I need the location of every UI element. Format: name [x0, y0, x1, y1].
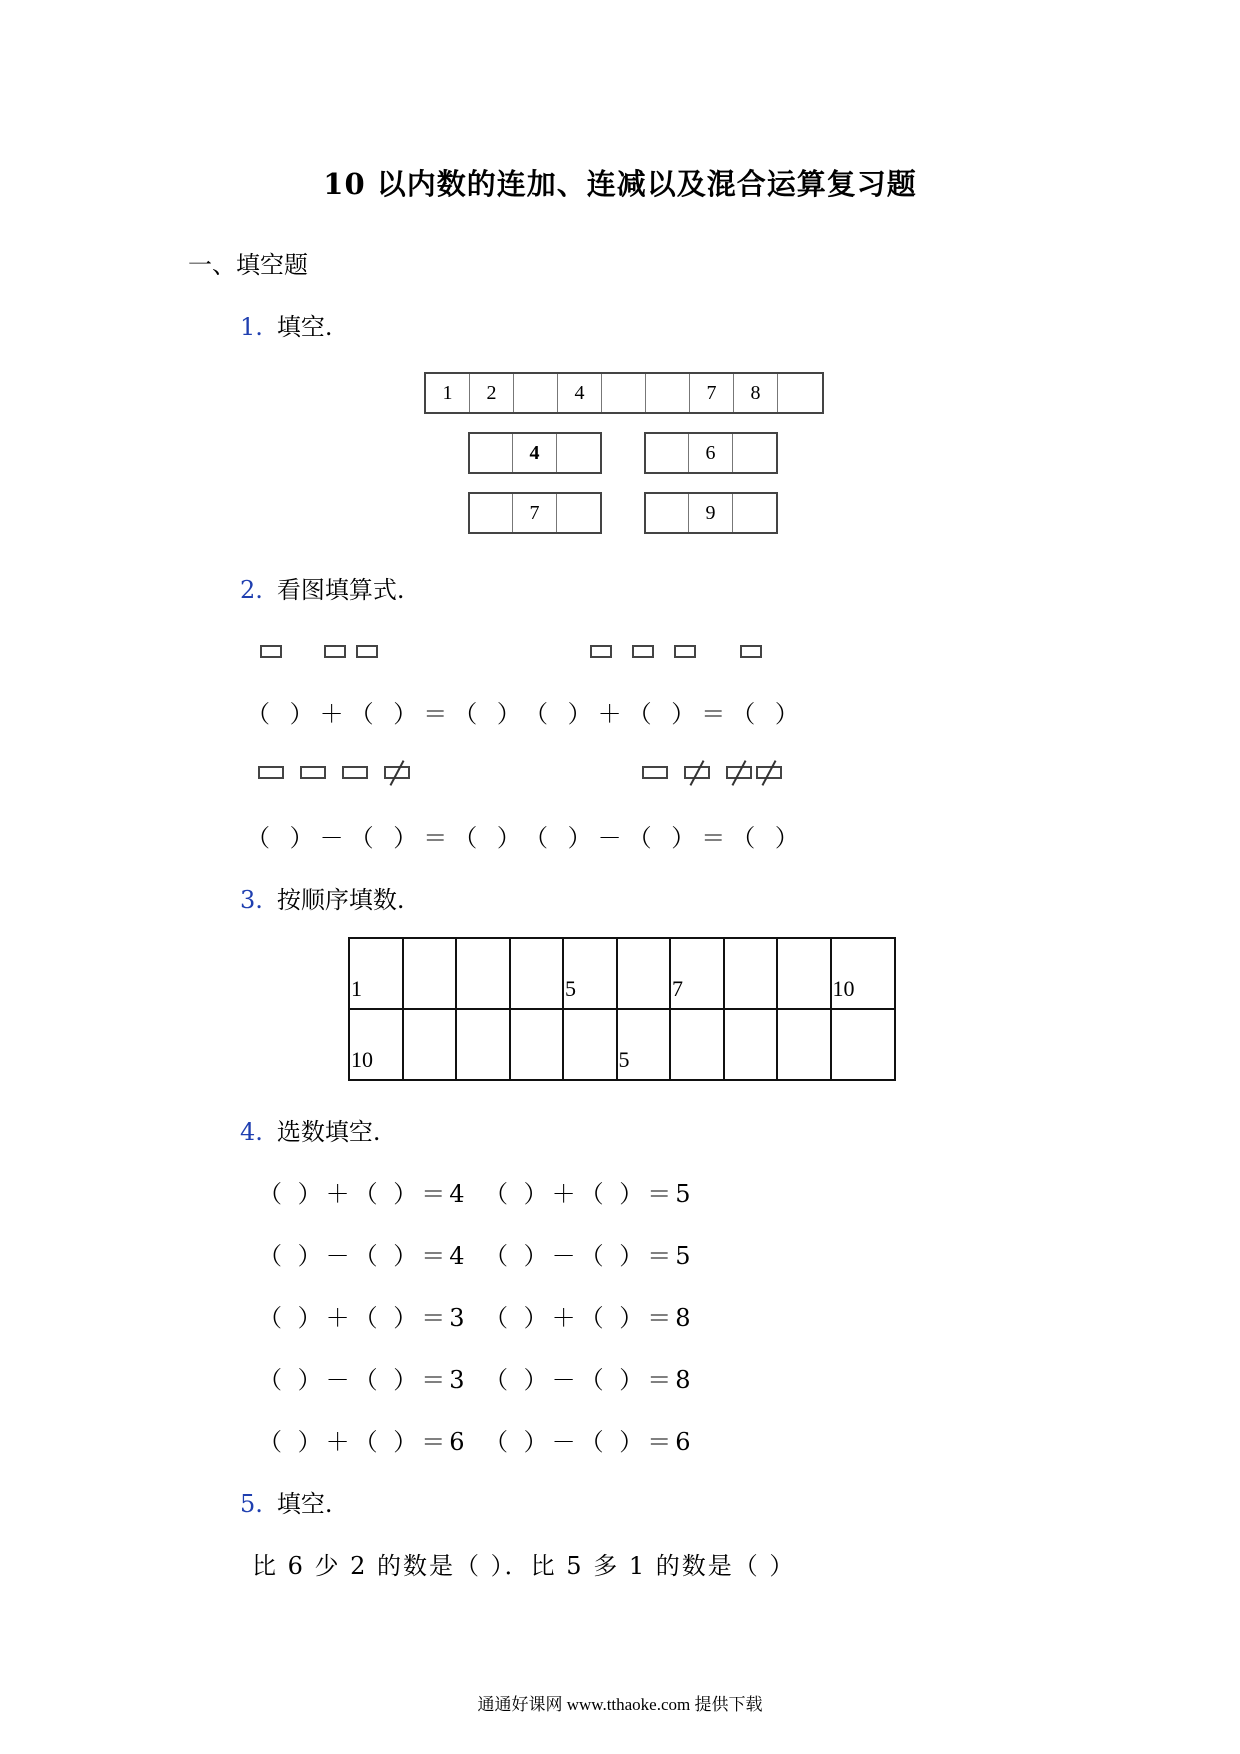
neighbor-box-9	[644, 492, 778, 534]
fill-equation[interactable]: （ ）－（ ）＝3	[258, 1366, 469, 1394]
sequence-cell[interactable]	[670, 1009, 724, 1080]
neighbor-box-7	[468, 492, 602, 534]
neighbor-box-6	[644, 432, 778, 474]
sequence-cell[interactable]	[563, 1009, 617, 1080]
sequence-cell[interactable]	[456, 1009, 510, 1080]
number-strip	[424, 372, 824, 414]
question-text: 按顺序填数.	[276, 886, 405, 914]
question-number: 2.	[240, 576, 263, 604]
fill-equation[interactable]: （ ）＋（ ）＝3	[258, 1304, 469, 1332]
equation-sub-right[interactable]: （ ）－（ ）＝（ ）	[524, 824, 805, 852]
block-icon	[590, 645, 612, 658]
fill-equation[interactable]: （ ）＋（ ）＝6	[258, 1428, 469, 1456]
question-text: 填空.	[276, 1490, 333, 1518]
section-heading: 一、填空题	[188, 251, 308, 279]
fill-equation[interactable]: （ ）－（ ）＝5	[484, 1242, 695, 1270]
neighbor-cell: 9	[689, 494, 732, 532]
sequence-cell[interactable]	[724, 1009, 778, 1080]
page-footer: 通通好课网 www.tthaoke.com 提供下载	[477, 1695, 763, 1714]
fill-equation[interactable]: （ ）＋（ ）＝8	[484, 1304, 695, 1332]
neighbor-cell[interactable]	[646, 434, 689, 472]
strip-cell[interactable]: 4	[558, 374, 602, 412]
fill-equation[interactable]: （ ）＋（ ）＝4	[258, 1180, 469, 1208]
neighbor-box-4	[468, 432, 602, 474]
question-number: 1.	[240, 313, 263, 341]
block-icon	[740, 645, 762, 658]
strip-cell[interactable]: 1	[426, 374, 470, 412]
question-number: 3.	[240, 886, 263, 914]
question-text: 选数填空.	[276, 1118, 381, 1146]
table-row	[349, 1009, 895, 1080]
equation-sub-left[interactable]: （ ）－（ ）＝（ ）	[246, 824, 527, 852]
equation-add-left[interactable]: （ ）＋（ ）＝（ ）	[246, 700, 527, 728]
sequence-table	[348, 937, 896, 1081]
strip-cell[interactable]: 2	[470, 374, 514, 412]
strip-cell[interactable]	[646, 374, 690, 412]
strip-cell[interactable]	[514, 374, 558, 412]
sequence-cell[interactable]	[724, 938, 778, 1009]
sequence-cell[interactable]	[617, 938, 671, 1009]
block-icon	[300, 766, 326, 779]
neighbor-cell[interactable]	[470, 494, 513, 532]
fill-equation[interactable]: （ ）＋（ ）＝5	[484, 1180, 695, 1208]
block-icon	[324, 645, 346, 658]
strip-cell[interactable]	[602, 374, 646, 412]
sequence-cell[interactable]	[403, 938, 457, 1009]
fill-sentence[interactable]: 比 6 少 2 的数是（ ）．比 5 多 1 的数是（ ）	[252, 1552, 796, 1580]
sequence-cell[interactable]	[510, 1009, 564, 1080]
strip-cell[interactable]: 7	[690, 374, 734, 412]
question-text: 填空.	[276, 313, 333, 341]
question-number: 5.	[240, 1490, 263, 1518]
neighbor-cell[interactable]	[733, 494, 776, 532]
fill-equation[interactable]: （ ）－（ ）＝4	[258, 1242, 469, 1270]
neighbor-cell[interactable]	[557, 494, 600, 532]
question-3-header	[240, 880, 405, 915]
sequence-cell: 10	[349, 1009, 403, 1080]
fill-equation[interactable]: （ ）－（ ）＝6	[484, 1428, 695, 1456]
question-1-header	[240, 307, 333, 342]
sequence-cell: 5	[563, 938, 617, 1009]
neighbor-cell[interactable]	[470, 434, 513, 472]
sequence-cell: 7	[670, 938, 724, 1009]
sequence-cell: 10	[831, 938, 895, 1009]
table-row	[349, 938, 895, 1009]
neighbor-cell: 6	[689, 434, 732, 472]
block-icon	[260, 645, 282, 658]
strip-cell[interactable]: 8	[734, 374, 778, 412]
sequence-cell[interactable]	[777, 938, 831, 1009]
sequence-cell[interactable]	[777, 1009, 831, 1080]
block-icon	[674, 645, 696, 658]
sequence-cell[interactable]	[510, 938, 564, 1009]
neighbor-cell[interactable]	[646, 494, 689, 532]
sequence-cell: 5	[617, 1009, 671, 1080]
sequence-cell: 1	[349, 938, 403, 1009]
sequence-cell[interactable]	[456, 938, 510, 1009]
question-2-header	[240, 570, 405, 605]
neighbor-cell[interactable]	[733, 434, 776, 472]
block-icon	[342, 766, 368, 779]
fill-equation[interactable]: （ ）－（ ）＝8	[484, 1366, 695, 1394]
question-number: 4.	[240, 1118, 263, 1146]
block-icon	[258, 766, 284, 779]
page-title: 10 以内数的连加、连减以及混合运算复习题	[323, 167, 917, 201]
strip-cell[interactable]	[778, 374, 822, 412]
neighbor-cell[interactable]	[557, 434, 600, 472]
neighbor-cell: 7	[513, 494, 556, 532]
sequence-cell[interactable]	[831, 1009, 895, 1080]
question-text: 看图填算式.	[276, 576, 405, 604]
question-5-header	[240, 1484, 333, 1519]
block-icon	[632, 645, 654, 658]
sequence-cell[interactable]	[403, 1009, 457, 1080]
question-4-header	[240, 1112, 381, 1147]
equation-add-right[interactable]: （ ）＋（ ）＝（ ）	[524, 700, 805, 728]
neighbor-cell: 4	[513, 434, 556, 472]
block-icon	[356, 645, 378, 658]
block-icon	[642, 766, 668, 779]
